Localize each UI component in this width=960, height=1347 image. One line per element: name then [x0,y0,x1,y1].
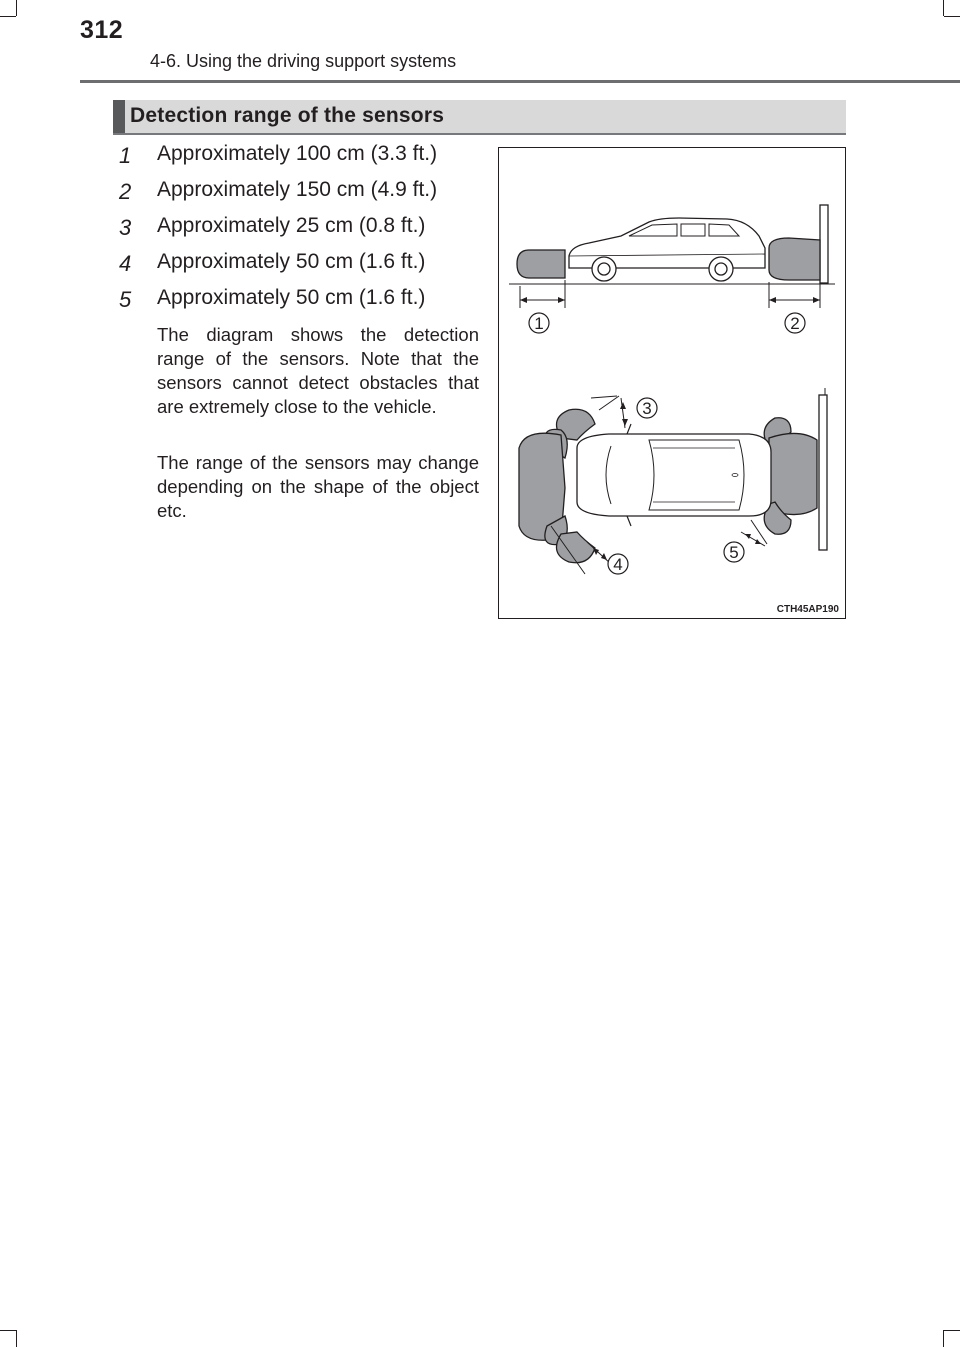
body-paragraph: The diagram shows the detection range of the sensors. Note that the sensors cannot detect obstacles that are extremely close to the vehicle. [157,324,479,417]
list-item [113,214,493,248]
rear-center-sensor-range [769,433,817,514]
running-head: 4-6. Using the driving support systems [150,51,457,71]
crop-mark [16,1330,17,1347]
sensor-range-diagram [499,148,845,618]
front-right-sensor-range [557,532,596,563]
body-paragraph: The range of the sensors may change depending on the shape of the object etc. [157,452,479,521]
front-sensor-range [517,250,565,278]
item-text: Approximately 50 cm (1.6 ft.) [157,250,426,273]
item-text: Approximately 50 cm (1.6 ft.) [157,286,426,309]
list-item [113,178,493,212]
crop-mark [0,1330,16,1331]
item-text: Approximately 100 cm (3.3 ft.) [157,142,438,165]
svg-text:4: 4 [613,555,623,574]
item-number: 5 [119,287,132,312]
svg-text:5: 5 [729,543,739,562]
side-view [509,205,835,308]
crop-mark [943,0,944,16]
list-item [113,250,493,284]
item-text: Approximately 150 cm (4.9 ft.) [157,178,438,201]
callout-4 [608,554,628,574]
crop-mark [16,0,17,16]
rear-sensor-range [769,238,820,280]
crop-mark [944,16,960,17]
callout-2 [785,313,805,333]
top-view [519,388,827,574]
item-number: 1 [119,143,132,168]
list-item [113,286,493,320]
callout-3 [637,398,657,418]
list-item [113,142,493,176]
header-rule [80,80,960,83]
crop-mark [944,1330,960,1331]
item-number: 4 [119,251,132,276]
sensor-range-figure [498,147,846,619]
figure-code: CTH45AP190 [776,604,839,615]
callout-1 [529,313,549,333]
item-number: 2 [119,179,132,204]
item-number: 3 [119,215,132,240]
page-number: 312 [80,16,124,44]
svg-text:1: 1 [534,314,544,333]
item-text: Approximately 25 cm (0.8 ft.) [157,214,426,237]
section-title: Detection range of the sensors [130,104,445,127]
svg-text:3: 3 [642,399,652,418]
crop-mark [0,16,16,17]
callout-5 [724,542,744,562]
crop-mark [943,1330,944,1347]
svg-text:2: 2 [790,314,800,333]
section-accent [113,100,125,133]
